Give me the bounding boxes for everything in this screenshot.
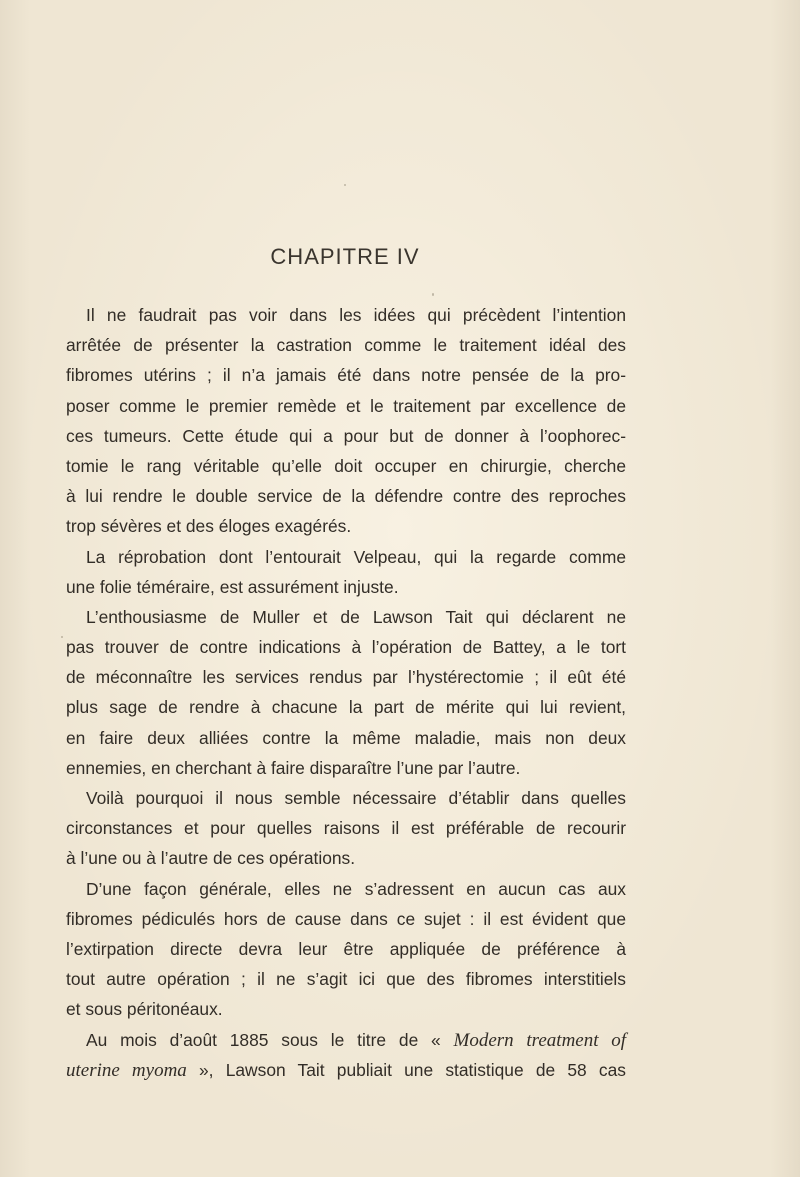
text-line: arrêtée de présenter la castration comme le traitement idéal des [66, 335, 626, 356]
text-segment: Au mois d’août 1885 sous le titre de « [86, 1029, 454, 1050]
paper-speck [344, 184, 346, 186]
chapter-title: CHAPITRE IV [270, 244, 420, 269]
paper-speck [61, 636, 63, 638]
text-line: tout autre opération ; il ne s’agit ici que des fibromes interstitiels [66, 969, 626, 990]
text-line: plus sage de rendre à chacune la part de mérite qui lui revient, [66, 697, 626, 718]
text-line: l’extirpation directe devra leur être appliquée de préférence à [66, 938, 626, 959]
text-line: Voilà pourquoi il nous semble nécessaire d’établir dans quelles [86, 788, 626, 808]
text-line: tomie le rang véritable qu’elle doit occuper en chirurgie, cherche [66, 455, 626, 476]
italic-title-segment: uterine myoma [66, 1059, 187, 1081]
text-line: Il ne faudrait pas voir dans les idées qui précèdent l’intention [86, 305, 626, 325]
text-line: L’enthousiasme de Muller et de Lawson Tait qui déclarent ne [86, 606, 626, 627]
text-line [66, 1055, 626, 1085]
text-line: fibromes pédiculés hors de cause dans ce sujet : il est évident que [66, 908, 626, 929]
text-line: ces tumeurs. Cette étude qui a pour but de donner à l’oophorec- [66, 425, 626, 446]
text-line: La réprobation dont l’entourait Velpeau, qui la regarde comme [86, 546, 626, 567]
text-line: circonstances et pour quelles raisons il est préférable de recourir [66, 818, 626, 839]
text-line: fibromes utérins ; il n’a jamais été dans notre pensée de la pro- [66, 365, 626, 386]
text-line: D’une façon générale, elles ne s’adressent en aucun cas aux [86, 878, 626, 899]
text-line: poser comme le premier remède et le traitement par excellence de [66, 395, 626, 416]
text-line: pas trouver de contre indications à l’opération de Battey, a le tort [66, 637, 626, 658]
text-line: et sous péritonéaux. [66, 999, 223, 1020]
body-text [66, 300, 626, 1085]
text-line: à l’une ou à l’autre de ces opérations. [66, 848, 356, 869]
paper-speck [432, 293, 434, 296]
text-segment: », Lawson Tait publiait une statistique de 58 cas [186, 1059, 626, 1080]
text-line [66, 1025, 626, 1055]
text-line: en faire deux alliées contre la même maladie, mais non deux [66, 727, 626, 748]
text-line: trop sévères et des éloges exagérés. [66, 516, 352, 537]
text-line: une folie téméraire, est assurément injuste. [66, 576, 399, 597]
text-line: à lui rendre le double service de la défendre contre des reproches [66, 486, 626, 507]
italic-title-segment: Modern treatment of [453, 1029, 626, 1051]
text-line: ennemies, en cherchant à faire disparaître l’une par l’autre. [66, 757, 521, 778]
text-line: de méconnaître les services rendus par l’hystérectomie ; il eût été [66, 667, 626, 688]
